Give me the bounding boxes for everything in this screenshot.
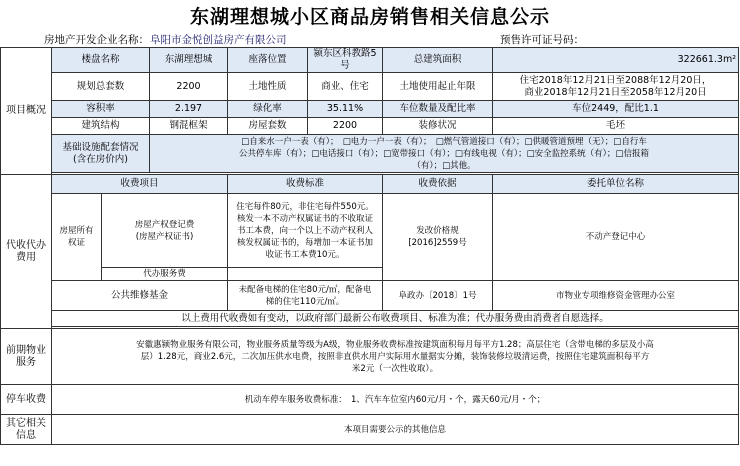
maintenance-fund-standard (228, 281, 383, 311)
section-property-service (1, 329, 52, 385)
property-service-line-2: 层）1.28元，商业2.6元，二次加压供水电费，按照非直供水用户实际用水量据实分摊，装饰装修垃圾清运费，按照住宅建筑面积每平方 (140, 351, 650, 362)
infrastructure-label-line-2: (含在房价内) (73, 153, 128, 165)
infrastructure-line-1: □自来水一户一表（有）； □电力一户一表（有）； □燃气管道接口（有）；□供暖管道预埋（无）；□自行车 (241, 136, 647, 147)
property-service-text (52, 329, 739, 385)
overview-row-4 (1, 118, 739, 135)
house-count-label: 房屋套数 (228, 118, 308, 135)
developer-label: 房地产开发企业名称： (44, 34, 149, 46)
land-period-line-1: 住宅2018年12月21日至2088年12月20日， (519, 74, 712, 86)
land-use-value: 商业、住宅 (308, 73, 383, 101)
section-other-info-line-2: 信息 (16, 429, 36, 441)
section-other-info-line-1: 其它相关 (6, 417, 46, 429)
parking-fee-text: 机动车停车服务收费标准： 1、汽车车位室内60元/月・个，露天60元/月・个； (52, 385, 739, 415)
total-area-label: 总建筑面积 (383, 48, 493, 73)
developer-name: 阜阳市金悦创益房产有限公司 (150, 34, 287, 46)
section-agency-fees (1, 175, 52, 329)
project-name-label: 楼盘名称 (52, 48, 150, 73)
land-period-label: 土地使用起止年限 (383, 73, 493, 101)
house-count-value: 2200 (308, 118, 383, 135)
agency-note-row (1, 311, 739, 327)
other-info-row (1, 415, 739, 445)
housing-fee-standard-line-3: 书工本费，向一个以上不动产权利人 (237, 225, 374, 236)
section-parking-fees: 停车收费 (1, 385, 52, 415)
parking-fee-row (1, 385, 739, 415)
structure-label: 建筑结构 (52, 118, 150, 135)
developer-line (0, 30, 740, 47)
infrastructure-line-2: 公共停车库（有）；□电话接口（有）；□宽带接口（有）；□有线电视（有）；□安全监控系统（有）；□信报箱 (239, 148, 649, 159)
housing-fee-basis (383, 194, 493, 281)
overview-row-1 (1, 48, 739, 73)
overview-row-3 (1, 101, 739, 118)
housing-cert-group-line-2: 权证 (67, 238, 85, 248)
housing-fee-basis-line-2: [2016]2559号 (408, 238, 467, 248)
housing-cert-group (52, 194, 102, 281)
greening-value: 35.11% (308, 101, 383, 118)
presale-license-label: 预售许可证号码： (500, 34, 584, 46)
property-service-line-1: 安徽惠颍物业服务有限公司，物业服务质量等级为A级，物业服务收费标准按建筑面积每月每平方1.28；高层住宅（含带电梯的多层及小高 (136, 339, 654, 350)
parking-ratio-label: 车位数量及配比率 (383, 101, 493, 118)
agency-service-fee: 代办服务费 (102, 268, 228, 281)
housing-registration-fee (102, 194, 228, 268)
agency-note: 以上费用代收费如有变动，以政府部门最新公布收费项目、标准为准；代办服务费由消费者自愿选择。 (52, 311, 739, 327)
planned-units-value: 2200 (150, 73, 228, 101)
maintenance-fund-standard-line-1: 未配备电梯的住宅80元/㎡，配备电 (238, 284, 372, 295)
section-property-service-line-1: 前期物业 (6, 344, 46, 356)
agency-service-fee-standard (228, 268, 383, 281)
header-fee-item: 收费项目 (52, 175, 228, 194)
section-agency-fees-line-2: 费用 (16, 251, 36, 263)
header-commission-unit: 委托单位名称 (493, 175, 739, 194)
maintenance-fund-label: 公共维修基金 (52, 281, 228, 311)
location-label: 座落位置 (228, 48, 308, 73)
land-period-line-2: 商业2018年12月21日至2058年12月20日 (524, 86, 707, 98)
decoration-value: 毛坯 (493, 118, 739, 135)
housing-fee-standard-line-4: 核发权属证书的，每增加一本证书加 (237, 237, 374, 248)
infrastructure-line-3: （有）；□其他。 (412, 160, 476, 171)
housing-fee-standard-line-2: 核发一本不动产权属证书的不收取证 (237, 213, 374, 224)
property-service-line-3: 米2元（一次性收取）。 (351, 363, 439, 374)
overview-row-5 (1, 135, 739, 173)
housing-fee-standard-line-5: 收证书工本费10元。 (265, 249, 345, 260)
planned-units-label: 规划总套数 (52, 73, 150, 101)
housing-registration-fee-line-2: (房屋产权证书) (135, 231, 194, 242)
far-value: 2.197 (150, 101, 228, 118)
infrastructure-value (150, 135, 739, 173)
housing-fee-standard (228, 194, 383, 268)
structure-value: 钢混框架 (150, 118, 228, 135)
maintenance-fund-standard-line-2: 梯的住宅110元/㎡。 (265, 296, 345, 307)
housing-fee-row (1, 194, 739, 268)
header-fee-standard: 收费标准 (228, 175, 383, 194)
infrastructure-label (52, 135, 150, 173)
greening-label: 绿化率 (228, 101, 308, 118)
disclosure-table (0, 47, 739, 445)
far-label: 容积率 (52, 101, 150, 118)
page-title: 东湖理想城小区商品房销售相关信息公示 (189, 6, 550, 28)
housing-fee-standard-line-1: 住宅每件80元，非住宅每件550元。 (236, 201, 374, 212)
other-info-text: 本项目需要公示的其他信息 (52, 415, 739, 445)
housing-fee-basis-line-1: 发改价格规 (416, 226, 459, 236)
maintenance-fund-basis: 阜政办〔2018〕1号 (383, 281, 493, 311)
land-period-value (493, 73, 739, 101)
housing-registration-fee-line-1: 房屋产权登记费 (134, 219, 195, 230)
section-agency-fees-line-1: 代收代办 (6, 239, 46, 251)
infrastructure-label-line-1: 基础设施配套情况 (62, 141, 139, 153)
section-property-service-line-2: 服务 (16, 356, 36, 368)
maintenance-fund-unit: 市物业专项维修资金管理办公室 (493, 281, 739, 311)
section-project-overview: 项目概况 (1, 48, 52, 175)
land-use-label: 土地性质 (228, 73, 308, 101)
decoration-label: 装修状况 (383, 118, 493, 135)
housing-commission-unit: 不动产登记中心 (493, 194, 739, 281)
section-other-info (1, 415, 52, 445)
property-service-row (1, 329, 739, 385)
total-area-value: 322661.3m² (493, 48, 739, 73)
header-fee-basis: 收费依据 (383, 175, 493, 194)
agency-header-row (1, 175, 739, 194)
parking-ratio-value: 车位2449，配比1.1 (493, 101, 739, 118)
location-value: 颍东区科教路5号 (308, 48, 383, 73)
housing-cert-group-line-1: 房屋所有 (59, 226, 94, 236)
project-name-value: 东湖理想城 (150, 48, 228, 73)
maintenance-fund-row (1, 281, 739, 311)
overview-row-2 (1, 73, 739, 101)
